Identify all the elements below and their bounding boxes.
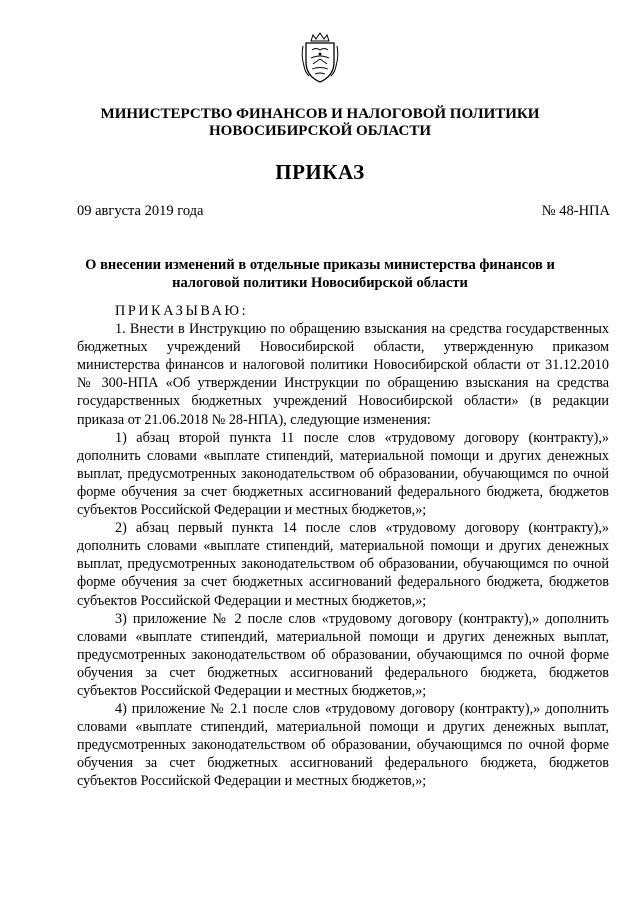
subject-line1: О внесении изменений в отдельные приказы министерства финансов и — [85, 257, 555, 273]
ministry-name-line2: НОВОСИБИРСКОЙ ОБЛАСТИ — [208, 123, 432, 139]
document-type-title: ПРИКАЗ — [275, 160, 365, 184]
document-number: № 48-НПА — [541, 203, 610, 219]
document-date: 09 августа 2019 года — [77, 203, 204, 219]
document-body — [77, 302, 609, 791]
ministry-name-line1: МИНИСТЕРСТВО ФИНАНСОВ И НАЛОГОВОЙ ПОЛИТИКИ — [100, 106, 540, 122]
ministry-name — [60, 106, 580, 140]
paragraph-1-2: 2) абзац первый пункта 14 после слов «трудовому договору (контракту),» дополнить словами «выплате стипендий, материальной помощи и других денежных выплат, предусмотренных законодательством об образовании, обучающимся по очной форме обучения за счет бюджетных ассигнований федерального бюджета, бюджетов субъектов Российской Федерации и местных бюджетов,»; — [77, 520, 609, 609]
order-word: ПРИКАЗЫВАЮ: — [115, 303, 249, 319]
document-subject — [70, 256, 570, 292]
coat-of-arms-icon — [300, 32, 340, 84]
paragraph-1: 1. Внести в Инструкцию по обращению взыскания на средства государственных бюджетных учреждений Новосибирской области, утвержденную приказом министерства финансов и налоговой политики Новосибирской области от 31.12.2010 № 300-НПА «Об утверждении Инструкции по обращению взыскания на средства государственных бюджетных учреждений Новосибирской области» (в редакции приказа от 21.06.2018 № 28-НПА), следующие изменения: — [77, 321, 609, 428]
subject-line2: налоговой политики Новосибирской области — [172, 275, 468, 291]
paragraph-1-1: 1) абзац второй пункта 11 после слов «трудовому договору (контракту),» дополнить словами «выплате стипендий, материальной помощи и других денежных выплат, предусмотренных законодательством об образовании, обучающимся по очной форме обучения за счет бюджетных ассигнований федерального бюджета, бюджетов субъектов Российской Федерации и местных бюджетов,»; — [77, 429, 609, 519]
paragraph-1-3: 3) приложение № 2 после слов «трудовому договору (контракту),» дополнить словами «выплате стипендий, материальной помощи и других денежных выплат, предусмотренных законодательством об образовании, обучающимся по очной форме обучения за счет бюджетных ассигнований федерального бюджета, бюджетов субъектов Российской Федерации и местных бюджетов,»; — [77, 610, 609, 699]
paragraph-1-4: 4) приложение № 2.1 после слов «трудовому договору (контракту),» дополнить словами «выплате стипендий, материальной помощи и других денежных выплат, предусмотренных законодательством об образовании, обучающимся по очной форме обучения за счет бюджетных ассигнований федерального бюджета, бюджетов субъектов Российской Федерации и местных бюджетов,»; — [77, 701, 609, 790]
